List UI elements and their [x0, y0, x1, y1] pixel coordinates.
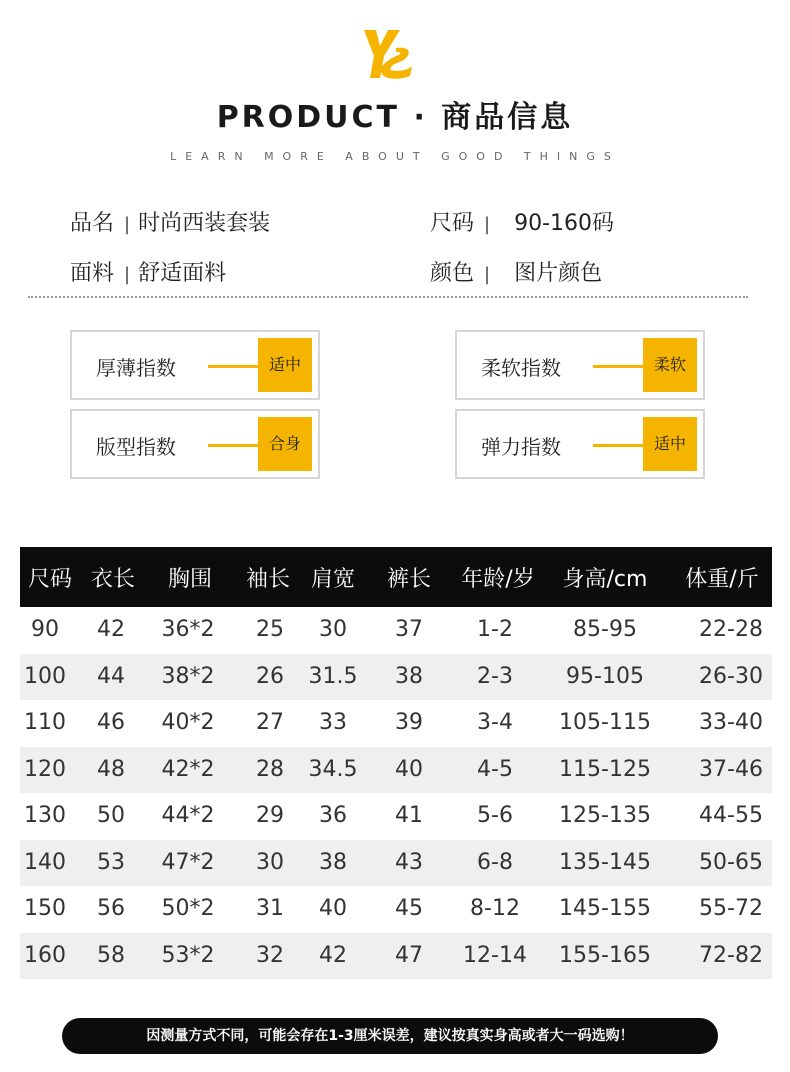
table-cell: 44*2: [161, 803, 215, 828]
table-cell: 44-55: [699, 803, 763, 828]
index-value: 适中: [643, 417, 697, 471]
table-header-cell: 年龄/岁: [461, 567, 535, 592]
table-header-cell: 体重/斤: [685, 567, 759, 592]
table-cell: 50-65: [699, 849, 763, 875]
table-cell: 105-115: [559, 710, 651, 735]
info-separator: |: [124, 264, 131, 285]
table-cell: 55-72: [699, 896, 763, 921]
table-cell: 8-12: [470, 896, 520, 921]
index-connector: [208, 365, 264, 368]
table-header-cell: 袖长: [245, 567, 291, 592]
info-label: 尺码: [430, 211, 475, 236]
table-row: [20, 840, 772, 887]
info-color: [430, 256, 602, 287]
index-name: 弹力指数: [481, 435, 561, 459]
table-cell: 48: [97, 756, 125, 782]
index-thickness: [70, 330, 320, 400]
info-label: 品名: [70, 211, 115, 236]
table-cell: 32: [256, 942, 284, 968]
table-cell: 37: [395, 617, 423, 642]
size-table: [20, 547, 772, 979]
info-value: 时尚西装套装: [138, 211, 271, 236]
table-header-cell: 衣长: [90, 567, 136, 592]
table-cell: 40*2: [161, 710, 215, 735]
table-cell: 45: [395, 896, 423, 921]
index-fit: [70, 409, 320, 479]
table-cell: 38*2: [161, 663, 215, 689]
index-name: 厚薄指数: [96, 356, 176, 380]
index-name: 柔软指数: [481, 356, 561, 380]
table-cell: 47: [395, 942, 423, 968]
table-row: [20, 607, 772, 654]
table-header-cell: 裤长: [386, 567, 432, 592]
table-cell: 12-14: [463, 942, 527, 968]
table-cell: 46: [97, 710, 125, 735]
table-cell: 110: [24, 710, 66, 735]
table-cell: 22-28: [699, 617, 763, 642]
info-separator: |: [484, 264, 491, 285]
table-cell: 36: [319, 803, 347, 828]
page-subtitle: LEARN MORE ABOUT GOOD THINGS: [170, 150, 620, 163]
info-separator: |: [124, 214, 131, 235]
table-row: [20, 700, 772, 747]
table-cell: 1-2: [477, 617, 513, 642]
table-cell: 125-135: [559, 803, 651, 828]
table-cell: 38: [319, 849, 347, 875]
table-header: [20, 547, 772, 607]
table-cell: 30: [319, 617, 347, 642]
table-cell: 26: [256, 663, 284, 689]
table-cell: 38: [395, 663, 423, 689]
table-cell: 42: [319, 942, 347, 968]
table-header-cell: 尺码: [27, 567, 73, 592]
table-cell: 115-125: [559, 756, 651, 782]
table-cell: 155-165: [559, 942, 651, 968]
index-value: 柔软: [643, 338, 697, 392]
table-cell: 150: [24, 896, 66, 921]
table-row: [20, 793, 772, 840]
table-header-cell: 身高/cm: [562, 567, 648, 592]
table-cell: 58: [97, 942, 125, 968]
table-row: [20, 933, 772, 980]
table-cell: 43: [395, 849, 423, 875]
info-label: 颜色: [430, 261, 475, 286]
index-value: 合身: [258, 417, 312, 471]
table-cell: 28: [256, 756, 284, 782]
info-value: 舒适面料: [138, 261, 227, 286]
table-cell: 37-46: [699, 756, 763, 782]
table-cell: 5-6: [477, 803, 513, 828]
table-cell: 29: [256, 803, 284, 828]
index-connector: [593, 365, 649, 368]
table-cell: 42*2: [161, 756, 215, 782]
table-header-cell: 胸围: [167, 567, 213, 592]
table-cell: 72-82: [699, 942, 763, 968]
index-connector: [208, 444, 264, 447]
table-cell: 41: [395, 803, 423, 828]
table-cell: 3-4: [477, 710, 513, 735]
info-value: 90-160码: [514, 211, 615, 236]
table-cell: 85-95: [573, 617, 637, 642]
table-cell: 140: [24, 849, 66, 875]
table-cell: 120: [24, 756, 66, 782]
table-cell: 26-30: [699, 663, 763, 689]
table-cell: 4-5: [477, 756, 513, 782]
table-header-cell: 肩宽: [310, 567, 356, 592]
table-cell: 31.5: [308, 663, 358, 689]
table-cell: 27: [256, 710, 284, 735]
table-cell: 50*2: [161, 896, 215, 921]
table-row: [20, 886, 772, 933]
table-cell: 56: [97, 896, 125, 921]
table-cell: 53*2: [161, 942, 215, 968]
table-cell: 130: [24, 803, 66, 828]
table-cell: 50: [97, 803, 125, 828]
table-cell: 135-145: [559, 849, 651, 875]
info-product-name: [70, 206, 270, 237]
table-cell: 44: [97, 663, 125, 689]
table-cell: 25: [256, 617, 284, 642]
table-row: [20, 654, 772, 701]
info-value: 图片颜色: [514, 261, 603, 286]
table-cell: 30: [256, 849, 284, 875]
table-cell: 31: [256, 896, 284, 921]
table-cell: 42: [97, 617, 125, 642]
brand-logo: [356, 22, 416, 82]
info-fabric: [70, 256, 226, 287]
table-cell: 39: [395, 710, 423, 735]
table-cell: 47*2: [161, 849, 215, 875]
index-name: 版型指数: [96, 435, 176, 459]
table-cell: 2-3: [477, 663, 513, 689]
index-value: 适中: [258, 338, 312, 392]
index-elasticity: [455, 409, 705, 479]
table-cell: 40: [395, 756, 423, 782]
table-cell: 145-155: [559, 896, 651, 921]
index-softness: [455, 330, 705, 400]
info-label: 面料: [70, 261, 115, 286]
table-cell: 100: [24, 663, 66, 689]
index-connector: [593, 444, 649, 447]
table-cell: 6-8: [477, 849, 513, 875]
table-cell: 33: [319, 710, 347, 735]
table-cell: 40: [319, 896, 347, 921]
table-cell: 53: [97, 849, 125, 875]
table-cell: 90: [31, 617, 59, 642]
page-title: PRODUCT · 商品信息: [216, 100, 574, 135]
info-size: [430, 206, 614, 237]
dotted-divider: [28, 296, 748, 298]
table-cell: 36*2: [161, 617, 215, 642]
info-separator: |: [484, 214, 491, 235]
table-row: [20, 747, 772, 794]
table-cell: 95-105: [566, 663, 644, 689]
sizing-note: 因测量方式不同，可能会存在1-3厘米误差，建议按真实身高或者大一码选购！: [62, 1018, 718, 1054]
table-cell: 34.5: [308, 756, 358, 782]
table-cell: 33-40: [699, 710, 763, 735]
table-cell: 160: [24, 942, 66, 968]
